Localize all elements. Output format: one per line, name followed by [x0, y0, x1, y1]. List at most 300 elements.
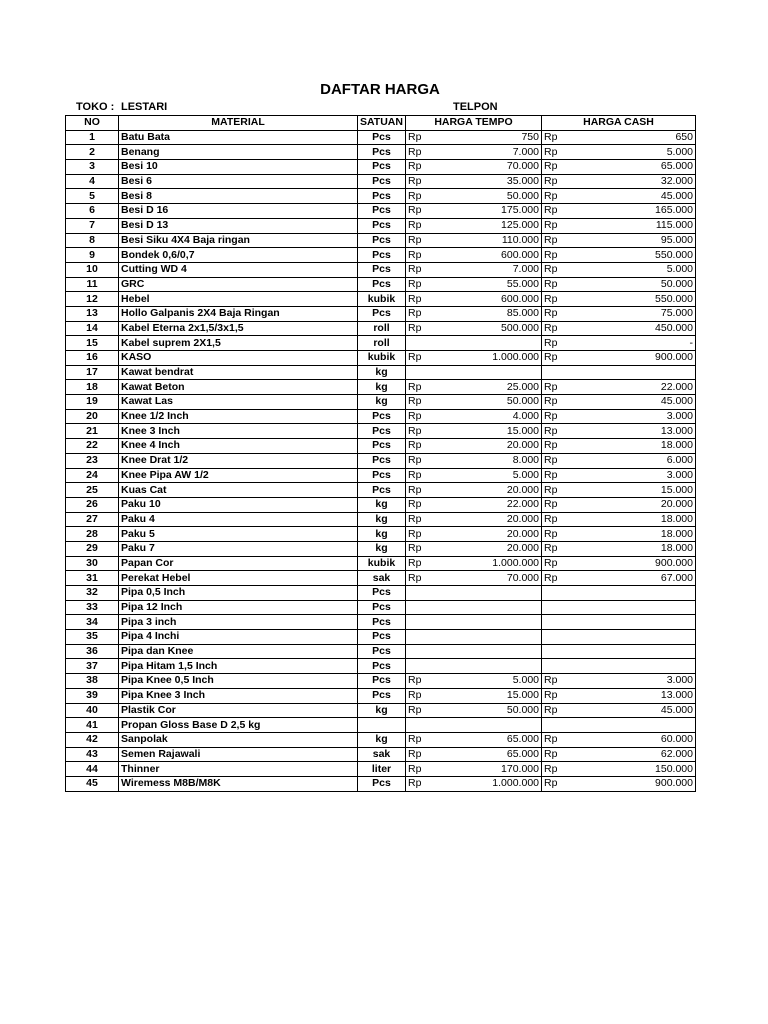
table-row [66, 483, 696, 498]
price-amount: 20.000 [506, 439, 539, 452]
row-number: 25 [66, 483, 119, 498]
harga-tempo-cell [406, 732, 542, 747]
price-amount: 110.000 [501, 233, 539, 246]
harga-tempo-cell [406, 527, 542, 542]
currency-label: Rp [408, 131, 422, 144]
harga-tempo-cell [406, 424, 542, 439]
harga-cash-cell [542, 674, 696, 689]
column-header-material: MATERIAL [119, 116, 358, 131]
harga-cash-cell [542, 512, 696, 527]
satuan-unit: kg [358, 541, 406, 556]
currency-label: Rp [408, 277, 422, 290]
harga-cash-cell [542, 571, 696, 586]
row-number: 40 [66, 703, 119, 718]
price-amount: 165.000 [655, 204, 693, 217]
row-number: 11 [66, 277, 119, 292]
material-name: Knee Drat 1/2 [119, 453, 358, 468]
row-number: 38 [66, 674, 119, 689]
price-amount: 900.000 [655, 351, 693, 364]
row-number: 35 [66, 630, 119, 645]
harga-tempo-cell [406, 204, 542, 219]
row-number: 21 [66, 424, 119, 439]
row-number: 28 [66, 527, 119, 542]
harga-tempo-cell [406, 630, 542, 645]
harga-tempo-cell [406, 277, 542, 292]
harga-cash-cell [542, 160, 696, 175]
currency-label: Rp [544, 336, 558, 349]
harga-tempo-cell [406, 395, 542, 410]
currency-label: Rp [544, 307, 558, 320]
material-name: Semen Rajawali [119, 747, 358, 762]
table-row [66, 351, 696, 366]
price-amount: 35.000 [506, 175, 539, 188]
row-number: 17 [66, 365, 119, 380]
harga-cash-cell [542, 615, 696, 630]
document-title: DAFTAR HARGA [320, 81, 440, 98]
currency-label: Rp [544, 410, 558, 423]
row-number: 37 [66, 659, 119, 674]
satuan-unit: Pcs [358, 688, 406, 703]
table-row [66, 556, 696, 571]
material-name: Hollo Galpanis 2X4 Baja Ringan [119, 306, 358, 321]
table-row [66, 512, 696, 527]
satuan-unit: Pcs [358, 453, 406, 468]
material-name: Knee 1/2 Inch [119, 409, 358, 424]
harga-cash-cell [542, 453, 696, 468]
satuan-unit: Pcs [358, 174, 406, 189]
satuan-unit: kg [358, 395, 406, 410]
table-row [66, 439, 696, 454]
harga-cash-cell [542, 439, 696, 454]
price-amount: 1.000.000 [492, 556, 539, 569]
satuan-unit: kg [358, 527, 406, 542]
currency-label: Rp [544, 703, 558, 716]
price-amount: 125.000 [501, 219, 539, 232]
harga-cash-cell [542, 527, 696, 542]
material-name: Pipa Knee 0,5 Inch [119, 674, 358, 689]
harga-cash-cell [542, 586, 696, 601]
harga-cash-cell [542, 321, 696, 336]
currency-label: Rp [408, 292, 422, 305]
harga-cash-cell [542, 659, 696, 674]
harga-tempo-cell [406, 703, 542, 718]
price-amount: 85.000 [506, 307, 539, 320]
harga-tempo-cell [406, 439, 542, 454]
material-name: Besi 8 [119, 189, 358, 204]
currency-label: Rp [408, 160, 422, 173]
harga-tempo-cell [406, 145, 542, 160]
harga-cash-cell [542, 483, 696, 498]
harga-cash-cell [542, 218, 696, 233]
currency-label: Rp [544, 439, 558, 452]
harga-tempo-cell [406, 233, 542, 248]
table-row [66, 600, 696, 615]
harga-tempo-cell [406, 218, 542, 233]
column-header-satuan: SATUAN [358, 116, 406, 131]
price-amount: 18.000 [660, 512, 693, 525]
price-amount: 900.000 [655, 556, 693, 569]
material-name: KASO [119, 351, 358, 366]
price-amount: 7.000 [512, 263, 539, 276]
harga-cash-cell [542, 248, 696, 263]
currency-label: Rp [408, 380, 422, 393]
material-name: Papan Cor [119, 556, 358, 571]
harga-tempo-cell [406, 541, 542, 556]
price-amount: 15.000 [660, 483, 693, 496]
price-amount: - [689, 336, 693, 349]
price-amount: 22.000 [660, 380, 693, 393]
harga-tempo-cell [406, 306, 542, 321]
row-number: 44 [66, 762, 119, 777]
material-name: Pipa 3 inch [119, 615, 358, 630]
currency-label: Rp [544, 527, 558, 540]
harga-cash-cell [542, 204, 696, 219]
harga-cash-cell [542, 292, 696, 307]
harga-cash-cell [542, 497, 696, 512]
satuan-unit: Pcs [358, 145, 406, 160]
harga-cash-cell [542, 541, 696, 556]
table-row [66, 732, 696, 747]
row-number: 20 [66, 409, 119, 424]
material-name: Sanpolak [119, 732, 358, 747]
column-header-harga-tempo: HARGA TEMPO [406, 116, 542, 131]
material-name: Benang [119, 145, 358, 160]
satuan-unit: Pcs [358, 130, 406, 145]
material-name: Perekat Hebel [119, 571, 358, 586]
price-amount: 5.000 [666, 263, 693, 276]
currency-label: Rp [544, 468, 558, 481]
price-amount: 1.000.000 [492, 777, 539, 790]
currency-label: Rp [544, 131, 558, 144]
currency-label: Rp [408, 571, 422, 584]
satuan-unit: Pcs [358, 468, 406, 483]
harga-cash-cell [542, 189, 696, 204]
price-amount: 18.000 [660, 439, 693, 452]
row-number: 14 [66, 321, 119, 336]
price-amount: 95.000 [660, 233, 693, 246]
row-number: 8 [66, 233, 119, 248]
table-row [66, 204, 696, 219]
currency-label: Rp [408, 483, 422, 496]
currency-label: Rp [408, 307, 422, 320]
price-amount: 62.000 [660, 747, 693, 760]
table-row [66, 365, 696, 380]
harga-tempo-cell [406, 659, 542, 674]
satuan-unit: Pcs [358, 659, 406, 674]
currency-label: Rp [408, 424, 422, 437]
row-number: 19 [66, 395, 119, 410]
price-amount: 18.000 [660, 542, 693, 555]
satuan-unit: sak [358, 747, 406, 762]
harga-cash-cell [542, 174, 696, 189]
harga-tempo-cell [406, 615, 542, 630]
price-amount: 8.000 [512, 454, 539, 467]
row-number: 12 [66, 292, 119, 307]
harga-tempo-cell [406, 600, 542, 615]
harga-cash-cell [542, 306, 696, 321]
material-name: Paku 7 [119, 541, 358, 556]
harga-tempo-cell [406, 189, 542, 204]
price-amount: 5.000 [666, 145, 693, 158]
harga-tempo-cell [406, 512, 542, 527]
satuan-unit: Pcs [358, 615, 406, 630]
satuan-unit: Pcs [358, 630, 406, 645]
material-name: Besi D 13 [119, 218, 358, 233]
currency-label: Rp [408, 175, 422, 188]
currency-label: Rp [408, 468, 422, 481]
harga-tempo-cell [406, 365, 542, 380]
currency-label: Rp [408, 189, 422, 202]
table-row [66, 189, 696, 204]
table-row [66, 321, 696, 336]
table-row [66, 571, 696, 586]
table-row [66, 424, 696, 439]
satuan-unit: Pcs [358, 776, 406, 791]
table-row [66, 174, 696, 189]
table-row [66, 688, 696, 703]
row-number: 42 [66, 732, 119, 747]
price-amount: 50.000 [506, 703, 539, 716]
currency-label: Rp [544, 498, 558, 511]
harga-cash-cell [542, 776, 696, 791]
currency-label: Rp [408, 219, 422, 232]
material-name: Paku 10 [119, 497, 358, 512]
harga-cash-cell [542, 732, 696, 747]
material-name: Kabel Eterna 2x1,5/3x1,5 [119, 321, 358, 336]
material-name: Pipa Hitam 1,5 Inch [119, 659, 358, 674]
price-amount: 67.000 [660, 571, 693, 584]
harga-tempo-cell [406, 747, 542, 762]
row-number: 10 [66, 262, 119, 277]
currency-label: Rp [408, 542, 422, 555]
material-name: Kawat bendrat [119, 365, 358, 380]
satuan-unit: sak [358, 571, 406, 586]
table-row [66, 145, 696, 160]
price-amount: 22.000 [506, 498, 539, 511]
currency-label: Rp [408, 527, 422, 540]
price-amount: 450.000 [655, 321, 693, 334]
row-number: 7 [66, 218, 119, 233]
row-number: 26 [66, 497, 119, 512]
currency-label: Rp [544, 160, 558, 173]
currency-label: Rp [544, 351, 558, 364]
price-amount: 6.000 [666, 454, 693, 467]
currency-label: Rp [544, 204, 558, 217]
harga-tempo-cell [406, 380, 542, 395]
material-name: Kuas Cat [119, 483, 358, 498]
satuan-unit: kg [358, 512, 406, 527]
material-name: Kawat Las [119, 395, 358, 410]
material-name: GRC [119, 277, 358, 292]
satuan-unit: kg [358, 703, 406, 718]
price-amount: 4.000 [512, 410, 539, 423]
currency-label: Rp [544, 175, 558, 188]
harga-tempo-cell [406, 262, 542, 277]
harga-tempo-cell [406, 688, 542, 703]
price-amount: 13.000 [660, 689, 693, 702]
price-amount: 50.000 [506, 395, 539, 408]
row-number: 32 [66, 586, 119, 601]
price-amount: 60.000 [660, 733, 693, 746]
satuan-unit: Pcs [358, 233, 406, 248]
table-row [66, 527, 696, 542]
currency-label: Rp [408, 498, 422, 511]
harga-tempo-cell [406, 160, 542, 175]
currency-label: Rp [408, 689, 422, 702]
row-number: 31 [66, 571, 119, 586]
harga-cash-cell [542, 762, 696, 777]
row-number: 22 [66, 439, 119, 454]
table-row [66, 541, 696, 556]
satuan-unit: Pcs [358, 218, 406, 233]
harga-tempo-cell [406, 718, 542, 733]
table-row [66, 747, 696, 762]
price-amount: 3.000 [666, 674, 693, 687]
price-amount: 20.000 [506, 512, 539, 525]
price-amount: 5.000 [512, 468, 539, 481]
row-number: 13 [66, 306, 119, 321]
row-number: 34 [66, 615, 119, 630]
table-row [66, 630, 696, 645]
row-number: 36 [66, 644, 119, 659]
currency-label: Rp [408, 733, 422, 746]
harga-tempo-cell [406, 453, 542, 468]
satuan-unit: Pcs [358, 674, 406, 689]
price-amount: 20.000 [506, 542, 539, 555]
price-amount: 7.000 [512, 145, 539, 158]
price-amount: 750 [521, 131, 539, 144]
harga-tempo-cell [406, 586, 542, 601]
currency-label: Rp [544, 189, 558, 202]
table-row [66, 292, 696, 307]
satuan-unit: Pcs [358, 160, 406, 175]
table-row [66, 306, 696, 321]
satuan-unit: roll [358, 321, 406, 336]
harga-cash-cell [542, 351, 696, 366]
material-name: Pipa dan Knee [119, 644, 358, 659]
harga-cash-cell [542, 688, 696, 703]
harga-tempo-cell [406, 351, 542, 366]
material-name: Besi 6 [119, 174, 358, 189]
row-number: 15 [66, 336, 119, 351]
row-number: 5 [66, 189, 119, 204]
satuan-unit: kg [358, 732, 406, 747]
row-number: 18 [66, 380, 119, 395]
toko-name: LESTARI [121, 101, 168, 113]
material-name: Propan Gloss Base D 2,5 kg [119, 718, 358, 733]
currency-label: Rp [544, 219, 558, 232]
satuan-unit: Pcs [358, 277, 406, 292]
harga-cash-cell [542, 262, 696, 277]
table-row [66, 262, 696, 277]
material-name: Wiremess M8B/M8K [119, 776, 358, 791]
material-name: Kawat Beton [119, 380, 358, 395]
harga-tempo-cell [406, 674, 542, 689]
currency-label: Rp [544, 762, 558, 775]
row-number: 43 [66, 747, 119, 762]
table-row [66, 586, 696, 601]
table-row [66, 659, 696, 674]
harga-cash-cell [542, 145, 696, 160]
material-name: Pipa 12 Inch [119, 600, 358, 615]
row-number: 1 [66, 130, 119, 145]
material-name: Besi D 16 [119, 204, 358, 219]
price-amount: 1.000.000 [492, 351, 539, 364]
currency-label: Rp [544, 395, 558, 408]
satuan-unit: Pcs [358, 424, 406, 439]
material-name: Knee 3 Inch [119, 424, 358, 439]
table-row [66, 248, 696, 263]
price-amount: 45.000 [660, 703, 693, 716]
currency-label: Rp [544, 556, 558, 569]
harga-tempo-cell [406, 468, 542, 483]
row-number: 45 [66, 776, 119, 791]
row-number: 24 [66, 468, 119, 483]
satuan-unit: kg [358, 365, 406, 380]
material-name: Paku 5 [119, 527, 358, 542]
harga-cash-cell [542, 718, 696, 733]
row-number: 30 [66, 556, 119, 571]
table-row [66, 380, 696, 395]
material-name: Pipa Knee 3 Inch [119, 688, 358, 703]
row-number: 4 [66, 174, 119, 189]
satuan-unit: kg [358, 497, 406, 512]
currency-label: Rp [544, 248, 558, 261]
material-name: Kabel suprem 2X1,5 [119, 336, 358, 351]
material-name: Paku 4 [119, 512, 358, 527]
harga-cash-cell [542, 395, 696, 410]
row-number: 2 [66, 145, 119, 160]
currency-label: Rp [544, 380, 558, 393]
harga-cash-cell [542, 380, 696, 395]
table-row [66, 409, 696, 424]
row-number: 9 [66, 248, 119, 263]
price-amount: 70.000 [506, 571, 539, 584]
column-header-no: NO [66, 116, 119, 131]
currency-label: Rp [544, 424, 558, 437]
satuan-unit: Pcs [358, 204, 406, 219]
satuan-unit: kubik [358, 292, 406, 307]
currency-label: Rp [544, 277, 558, 290]
currency-label: Rp [408, 204, 422, 217]
satuan-unit: Pcs [358, 409, 406, 424]
satuan-unit: Pcs [358, 439, 406, 454]
price-table-body [66, 130, 696, 791]
table-row [66, 130, 696, 145]
currency-label: Rp [408, 263, 422, 276]
material-name: Batu Bata [119, 130, 358, 145]
currency-label: Rp [408, 439, 422, 452]
price-amount: 65.000 [506, 733, 539, 746]
satuan-unit [358, 718, 406, 733]
table-row [66, 776, 696, 791]
table-header-row [66, 116, 696, 131]
price-amount: 5.000 [512, 674, 539, 687]
table-row [66, 644, 696, 659]
row-number: 3 [66, 160, 119, 175]
price-amount: 3.000 [666, 410, 693, 423]
currency-label: Rp [408, 145, 422, 158]
currency-label: Rp [408, 674, 422, 687]
material-name: Pipa 0,5 Inch [119, 586, 358, 601]
currency-label: Rp [544, 233, 558, 246]
table-row [66, 468, 696, 483]
currency-label: Rp [544, 674, 558, 687]
harga-tempo-cell [406, 571, 542, 586]
price-amount: 45.000 [660, 395, 693, 408]
table-row [66, 674, 696, 689]
price-amount: 50.000 [660, 277, 693, 290]
